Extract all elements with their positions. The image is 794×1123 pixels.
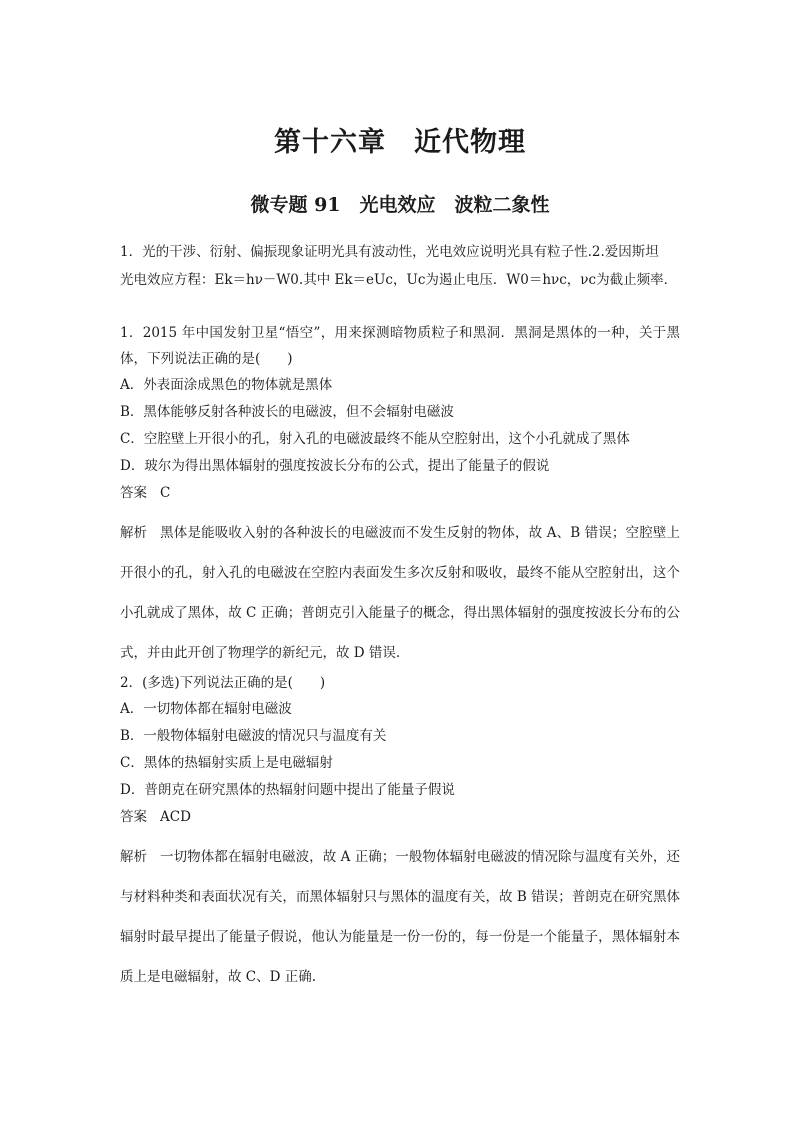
- question-1-stem: 1．2015 年中国发射卫星“悟空”，用来探测暗物质粒子和黑洞．黑洞是黑体的一种，关于黑体，下列说法正确的是( ): [120, 325, 680, 367]
- question-2-stem: 2．(多选)下列说法正确的是( ): [120, 675, 326, 691]
- question-2-option-a: A．一切物体都在辐射电磁波: [120, 701, 292, 717]
- question-2-option-c: C．黑体的热辐射实质上是电磁辐射: [120, 755, 333, 771]
- question-2-option-b: B．一般物体辐射电磁波的情况只与温度有关: [120, 728, 387, 744]
- answer-label: 答案: [120, 809, 147, 825]
- answer-label: 答案: [120, 485, 147, 501]
- chapter-title: 第十六章 近代物理: [274, 127, 526, 158]
- section-title: 微专题 91 光电效应 波粒二象性: [250, 194, 550, 216]
- question-2-analysis: [120, 837, 680, 997]
- answer-value: ACD: [160, 809, 191, 825]
- summary-paragraph: [120, 238, 680, 294]
- question-1-analysis: [120, 513, 680, 673]
- question-2: [120, 670, 680, 997]
- summary-line-2: 光电效应方程：Ek＝hν－W0.其中 Ek＝eUc，Uc为遏止电压．W0＝hνc，νc为截止频率．: [120, 272, 678, 288]
- question-1-option-c: C．空腔壁上开很小的孔，射入孔的电磁波最终不能从空腔射出，这个小孔就成了黑体: [120, 431, 630, 447]
- analysis-text: 黑体是能吸收入射的各种波长的电磁波而不发生反射的物体，故 A、B 错误；空腔壁上开很小的孔，射入孔的电磁波在空腔内表面发生多次反射和吸收，最终不能从空腔射出，这个小孔就成了黑体，故 C 正确；普朗克引入能量子的概念，得出黑体辐射的强度按波长分布的公式，并由此开创了物理学的新纪元，故 D 错误.: [120, 525, 680, 661]
- question-2-option-d: D．普朗克在研究黑体的热辐射问题中提出了能量子假说: [120, 782, 455, 798]
- question-1: [120, 320, 680, 673]
- question-1-option-a: A．外表面涂成黑色的物体就是黑体: [120, 377, 333, 393]
- question-2-answer: [120, 804, 680, 831]
- question-1-answer: [120, 480, 680, 507]
- summary-line-1: 1．光的干涉、衍射、偏振现象证明光具有波动性，光电效应说明光具有粒子性.2.爱因斯坦: [120, 244, 659, 260]
- analysis-text: 一切物体都在辐射电磁波，故 A 正确；一般物体辐射电磁波的情况除与温度有关外，还与材料种类和表面状况有关，而黑体辐射只与黑体的温度有关，故 B 错误；普朗克在研究黑体辐射时最早提出了能量子假说，他认为能量是一份一份的，每一份是一个能量子，黑体辐射本质上是电磁辐射，故 C、D 正确.: [120, 849, 680, 985]
- analysis-label: 解析: [120, 525, 147, 541]
- analysis-label: 解析: [120, 849, 147, 865]
- question-1-option-b: B．黑体能够反射各种波长的电磁波，但不会辐射电磁波: [120, 404, 454, 420]
- answer-value: C: [160, 485, 171, 501]
- question-1-option-d: D．玻尔为得出黑体辐射的强度按波长分布的公式，提出了能量子的假说: [120, 458, 550, 474]
